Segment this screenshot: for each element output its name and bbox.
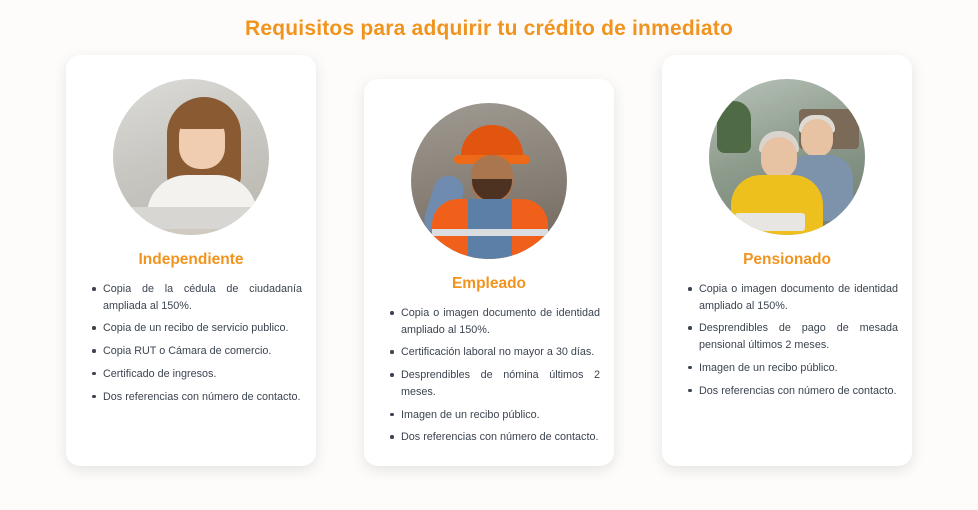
avatar <box>709 79 865 235</box>
requirement-list-independiente <box>66 281 316 405</box>
woman-at-laptop-photo <box>113 79 269 235</box>
list-item: Imagen de un recibo público. <box>688 360 898 377</box>
list-item: Dos referencias con número de contacto. <box>92 389 302 406</box>
avatar-wrap <box>66 79 316 235</box>
list-item: Copia RUT o Cámara de comercio. <box>92 343 302 360</box>
list-item: Copia o imagen documento de identidad ampliado al 150%. <box>390 305 600 338</box>
senior-couple-at-laptop-photo <box>709 79 865 235</box>
avatar-wrap <box>364 103 614 259</box>
list-item: Desprendibles de pago de mesada pensional últimos 2 meses. <box>688 320 898 353</box>
list-item: Certificación laboral no mayor a 30 días. <box>390 344 600 361</box>
list-item: Dos referencias con número de contacto. <box>390 429 600 446</box>
list-item: Dos referencias con número de contacto. <box>688 383 898 400</box>
list-item: Imagen de un recibo público. <box>390 407 600 424</box>
avatar-wrap <box>662 79 912 235</box>
avatar <box>411 103 567 259</box>
card-title-empleado: Empleado <box>451 275 527 292</box>
requirement-cards-row <box>0 55 978 466</box>
requirement-card-empleado <box>364 79 614 466</box>
list-item: Certificado de ingresos. <box>92 366 302 383</box>
list-item: Copia o imagen documento de identidad ampliado al 150%. <box>688 281 898 314</box>
page-title: Requisitos para adquirir tu crédito de inmediato <box>244 17 733 40</box>
list-item: Copia de un recibo de servicio publico. <box>92 320 302 337</box>
list-item: Copia de la cédula de ciudadanía ampliada al 150%. <box>92 281 302 314</box>
requirement-card-independiente <box>66 55 316 466</box>
requirement-list-empleado <box>364 305 614 446</box>
card-title-independiente: Independiente <box>138 251 244 268</box>
list-item: Desprendibles de nómina últimos 2 meses. <box>390 367 600 400</box>
requirement-card-pensionado <box>662 55 912 466</box>
card-title-pensionado: Pensionado <box>743 251 831 268</box>
avatar <box>113 79 269 235</box>
requirement-list-pensionado <box>662 281 912 399</box>
construction-worker-photo <box>411 103 567 259</box>
